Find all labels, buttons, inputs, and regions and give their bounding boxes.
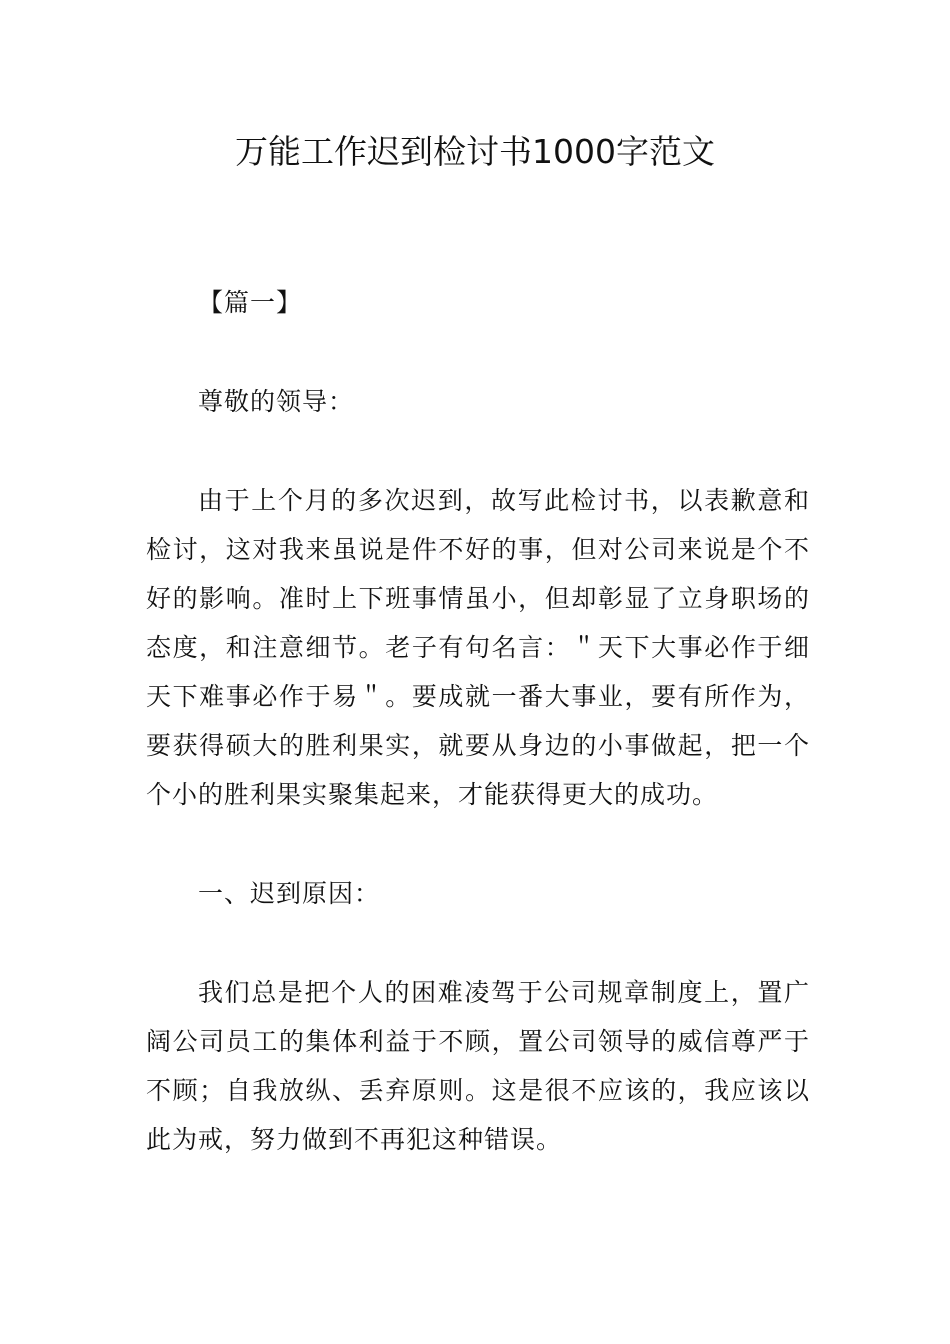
document-title: 万能工作迟到检讨书1000字范文 (235, 132, 715, 171)
reason-heading: 一、迟到原因： (198, 879, 381, 908)
body-paragraph-1: 由于上个月的多次迟到，故写此检讨书，以表歉意和检讨，这对我来虽说是件不好的事，但对公司来说是个不好的影响。准时上下班事情虽小，但却彰显了立身职场的态度，和注意细节。老子有句名言：＂天下大事必作于细天下难事必作于易＂。要成就一番大事业，要有所作为，要获得硕大的胜利果实，就要从身边的小事做起，把一个个小的胜利果实聚集起来，才能获得更大的成功。 (146, 486, 810, 809)
salutation: 尊敬的领导： (198, 387, 355, 416)
body-paragraph-2: 我们总是把个人的困难凌驾于公司规章制度上，置广阔公司员工的集体利益于不顾，置公司领导的威信尊严于不顾；自我放纵、丢弃原则。这是很不应该的，我应该以此为戒，努力做到不再犯这种错误。 (146, 978, 810, 1154)
section-label: 【篇一】 (198, 288, 303, 317)
